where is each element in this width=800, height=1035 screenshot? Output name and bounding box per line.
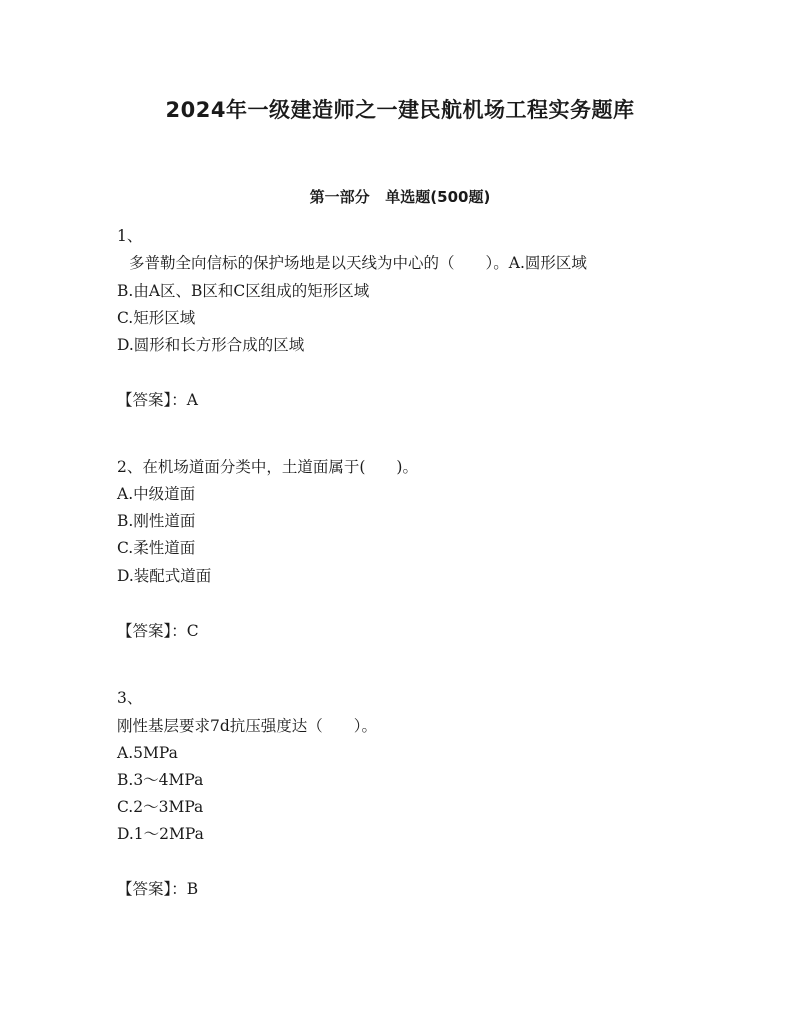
question-1-number: 1、	[117, 227, 143, 245]
question-2-stem: 2、在机场道面分类中，土道面属于( )。	[117, 458, 418, 476]
section-title: 第一部分 单选题(500题)	[309, 188, 491, 206]
question-3-option-c: C.2～3MPa	[117, 798, 204, 816]
question-3-stem: 刚性基层要求7d抗压强度达（ ）。	[117, 717, 378, 735]
question-1-answer: 【答案】：A	[117, 391, 198, 409]
question-3-option-d: D.1～2MPa	[117, 825, 204, 843]
question-2-option-d: D.装配式道面	[117, 567, 212, 585]
question-2-option-b: B.刚性道面	[117, 512, 196, 530]
question-3-answer: 【答案】：B	[117, 880, 199, 898]
question-3-number: 3、	[117, 689, 143, 707]
question-3-option-b: B.3～4MPa	[117, 771, 204, 789]
question-1-option-b: B.由A区、B区和C区组成的矩形区域	[117, 282, 370, 300]
question-1-stem: 多普勒全向信标的保护场地是以天线为中心的（ ）。A.圆形区域	[129, 254, 587, 272]
document-title: 2024年一级建造师之一建民航机场工程实务题库	[165, 98, 635, 122]
question-2-option-a: A.中级道面	[117, 485, 196, 503]
question-2-option-c: C.柔性道面	[117, 539, 196, 557]
question-2-answer: 【答案】：C	[117, 622, 199, 640]
question-3-option-a: A.5MPa	[117, 744, 178, 762]
question-1-option-c: C.矩形区域	[117, 309, 196, 327]
question-1-option-d: D.圆形和长方形合成的区域	[117, 336, 305, 354]
